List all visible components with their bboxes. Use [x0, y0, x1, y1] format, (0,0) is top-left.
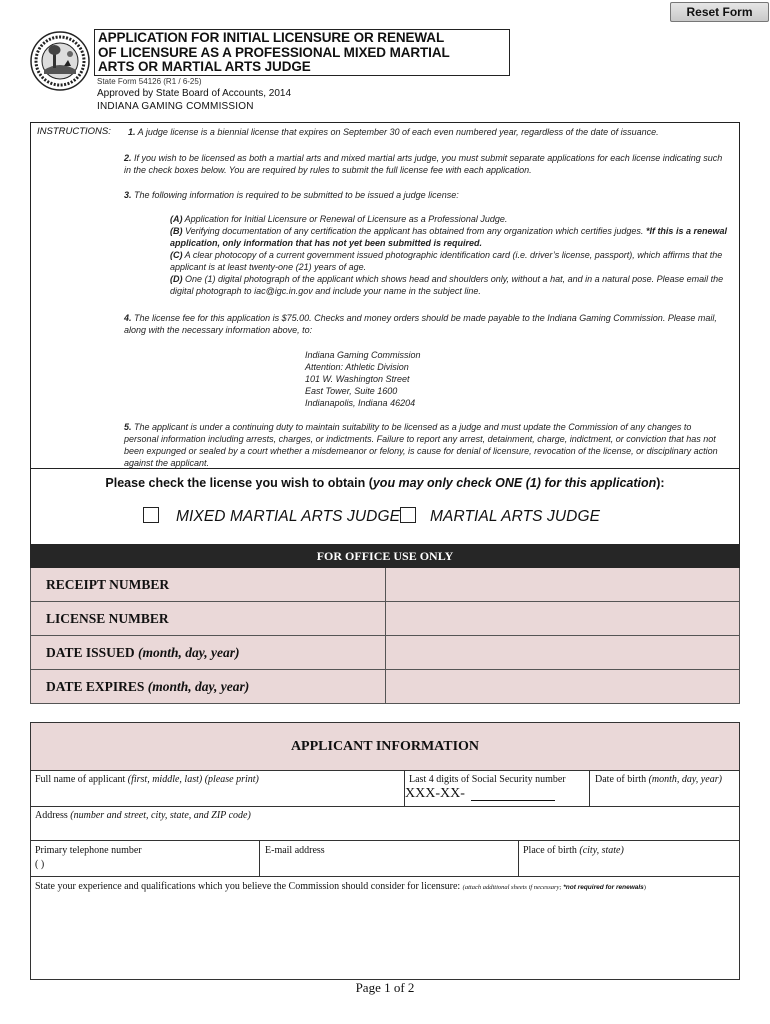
instruction-2: [124, 152, 724, 176]
office-row-issued: [30, 636, 740, 670]
pob-label: [523, 845, 624, 856]
label-hint: (month, day, year): [648, 774, 722, 785]
date-issued-field[interactable]: [387, 636, 739, 669]
experience-label: [35, 881, 735, 892]
instruction-5: [124, 421, 724, 469]
receipt-number-field[interactable]: [387, 568, 739, 601]
label-text: Date of birth: [595, 774, 649, 785]
subitem-d: [170, 273, 740, 297]
divider: [589, 771, 590, 807]
row-label-text: RECEIPT NUMBER: [46, 577, 170, 592]
form-title: [94, 29, 510, 76]
office-row-label: [31, 568, 386, 601]
label-hint: (first, middle, last): [127, 774, 203, 785]
subitem-text: One (1) digital photograph of the applicant which shows head and shoulders only, without a hat, and in a natural pose. Please email the digital photograph to iac@igc.in.gov and include your name in the subject line.: [170, 274, 724, 296]
commission-name: INDIANA GAMING COMMISSION: [97, 101, 254, 112]
address-line: Indianapolis, Indiana 46204: [305, 398, 416, 408]
phone-label: Primary telephone number: [35, 845, 142, 856]
label-hint: (city, state): [579, 845, 624, 856]
label-text: Place of birth: [523, 845, 580, 856]
phone-area-code-parens[interactable]: ( ): [35, 859, 45, 870]
office-row-label: [31, 670, 386, 703]
label-hint: (attach additional sheets if necessary;: [462, 884, 564, 891]
address-line: 101 W. Washington Street: [305, 374, 410, 384]
address-line: Attention: Athletic Division: [305, 362, 409, 372]
instruction-3: [124, 189, 724, 201]
row-label-hint: (month, day, year): [147, 679, 250, 694]
ma-judge-label: MARTIAL ARTS JUDGE: [430, 508, 601, 525]
instruction-3-subitems: [170, 213, 740, 297]
renewal-note: *not required for renewals: [563, 884, 644, 891]
dob-label: [595, 774, 722, 785]
subitem-c: [170, 249, 740, 273]
subitem-tag: (C): [170, 250, 183, 260]
ma-judge-checkbox[interactable]: [400, 507, 416, 523]
experience-field[interactable]: [35, 895, 735, 975]
instructions-label: INSTRUCTIONS:: [37, 126, 111, 137]
label-hint: ): [643, 884, 646, 891]
subitem-b: [170, 225, 740, 249]
label-text: State your experience and qualifications which you believe the Commission should consider for licensure:: [35, 881, 463, 892]
dob-field[interactable]: [595, 786, 735, 804]
instruction-text: The applicant is under a continuing duty to maintain suitability to be licensed as a judge and must update the Commission of any changes to personal information including arrests, charges, or indictments. Failure to report any arrest, detainment, charge, indictment, or conviction that has not been expunged or sealed by a court whether a misdemeanor or felony, is cause for denial of licensure, revocation of the license, or disciplinary action against the applicant.: [124, 422, 718, 468]
label-text: Address: [35, 810, 71, 821]
instruction-text: A judge license is a biennial license that expires on September 30 of each even numbered year, regardless of the date of issuance.: [135, 127, 659, 137]
label-text: Full name of applicant: [35, 774, 128, 785]
instruction-text: The following information is required to be submitted to be issued a judge license:: [131, 190, 459, 200]
subitem-text: Verifying documentation of any certification the applicant has obtained from any organization which certifies judges.: [182, 226, 644, 236]
state-form-number: State Form 54126 (R1 / 6-25): [97, 77, 202, 86]
mma-judge-checkbox[interactable]: [143, 507, 159, 523]
page-number: Page 1 of 2: [355, 980, 415, 995]
office-row-label: [31, 636, 386, 669]
email-field[interactable]: [265, 857, 515, 873]
subitem-a: [170, 213, 740, 225]
instruction-number: 2.: [124, 153, 132, 163]
instruction-number: 4.: [124, 313, 132, 323]
row-label-text: LICENSE NUMBER: [46, 611, 169, 626]
applicant-information-header: APPLICANT INFORMATION: [31, 723, 739, 771]
divider: [518, 840, 519, 876]
row-label-text: DATE EXPIRES: [46, 679, 148, 694]
license-number-field[interactable]: [387, 602, 739, 635]
subitem-text: Application for Initial Licensure or Renewal of Licensure as a Professional Judge.: [182, 214, 508, 224]
instruction-1: [128, 126, 740, 138]
full-name-field[interactable]: [35, 786, 400, 804]
subitem-tag: (D): [170, 274, 183, 284]
row-label-hint: (month, day, year): [138, 645, 240, 660]
license-selection-prompt: [30, 476, 740, 490]
ssn-last4-field[interactable]: [471, 800, 555, 801]
mailing-address: [305, 349, 605, 409]
date-expires-field[interactable]: [387, 670, 739, 703]
row-label-text: DATE ISSUED: [46, 645, 139, 660]
divider: [259, 840, 260, 876]
prompt-emphasis: you may only check ONE (1) for this application: [372, 476, 657, 490]
instruction-number: 1.: [128, 127, 136, 137]
divider: [31, 806, 739, 807]
label-hint: (number and street, city, state, and ZIP code): [70, 810, 251, 821]
reset-form-button[interactable]: Reset Form: [670, 2, 769, 22]
title-line: OF LICENSURE AS A PROFESSIONAL MIXED MARTIAL: [98, 44, 450, 60]
address-line: Indiana Gaming Commission: [305, 350, 421, 360]
pob-field[interactable]: [523, 857, 735, 873]
instruction-4: [124, 312, 724, 336]
address-label: [35, 810, 251, 821]
prompt-text: ):: [656, 476, 665, 490]
office-row-label: [31, 602, 386, 635]
ssn-prefix: XXX-XX-: [405, 786, 465, 801]
approval-note: Approved by State Board of Accounts, 2014: [97, 88, 292, 99]
office-use-header: FOR OFFICE USE ONLY: [30, 544, 740, 568]
full-name-label: [35, 774, 259, 785]
instruction-number: 3.: [124, 190, 132, 200]
address-line: East Tower, Suite 1600: [305, 386, 398, 396]
instruction-text: The license fee for this application is $75.00. Checks and money orders should be made payable to the Indiana Gaming Commission. Please mail, along with the necessary information above, to:: [124, 313, 717, 335]
subitem-tag: (B): [170, 226, 183, 236]
subitem-tag: (A): [170, 214, 183, 224]
instruction-number: 5.: [124, 422, 132, 432]
label-hint: (please print): [202, 774, 259, 785]
office-row-license: [30, 602, 740, 636]
divider: [31, 876, 739, 877]
divider: [31, 840, 739, 841]
email-label: E-mail address: [265, 845, 325, 856]
office-row-receipt: [30, 568, 740, 602]
ssn-label: Last 4 digits of Social Security number: [409, 774, 566, 785]
mma-judge-label: MIXED MARTIAL ARTS JUDGE: [176, 508, 401, 525]
title-line: APPLICATION FOR INITIAL LICENSURE OR RENEWAL: [98, 30, 445, 45]
subitem-text: A clear photocopy of a current government issued photographic identification card (i.e. driver’s license, passport), which affirms that the applicant is at least twenty-one (21) years of age.: [170, 250, 723, 272]
prompt-text: Please check the license you wish to obtain (: [105, 476, 373, 490]
office-row-expires: [30, 670, 740, 704]
indiana-state-seal-icon: [30, 30, 90, 92]
instruction-text: If you wish to be licensed as both a martial arts and mixed martial arts judge, you must submit separate applications for each license indicating such in the check boxes below. You are required by rules to submit the full license fee with each application.: [124, 153, 723, 175]
renewal-note: *If this is a renewal application, only information that has not yet been submitted is required.: [170, 226, 727, 248]
address-field[interactable]: [35, 822, 735, 838]
title-line: ARTS OR MARTIAL ARTS JUDGE: [98, 59, 311, 74]
